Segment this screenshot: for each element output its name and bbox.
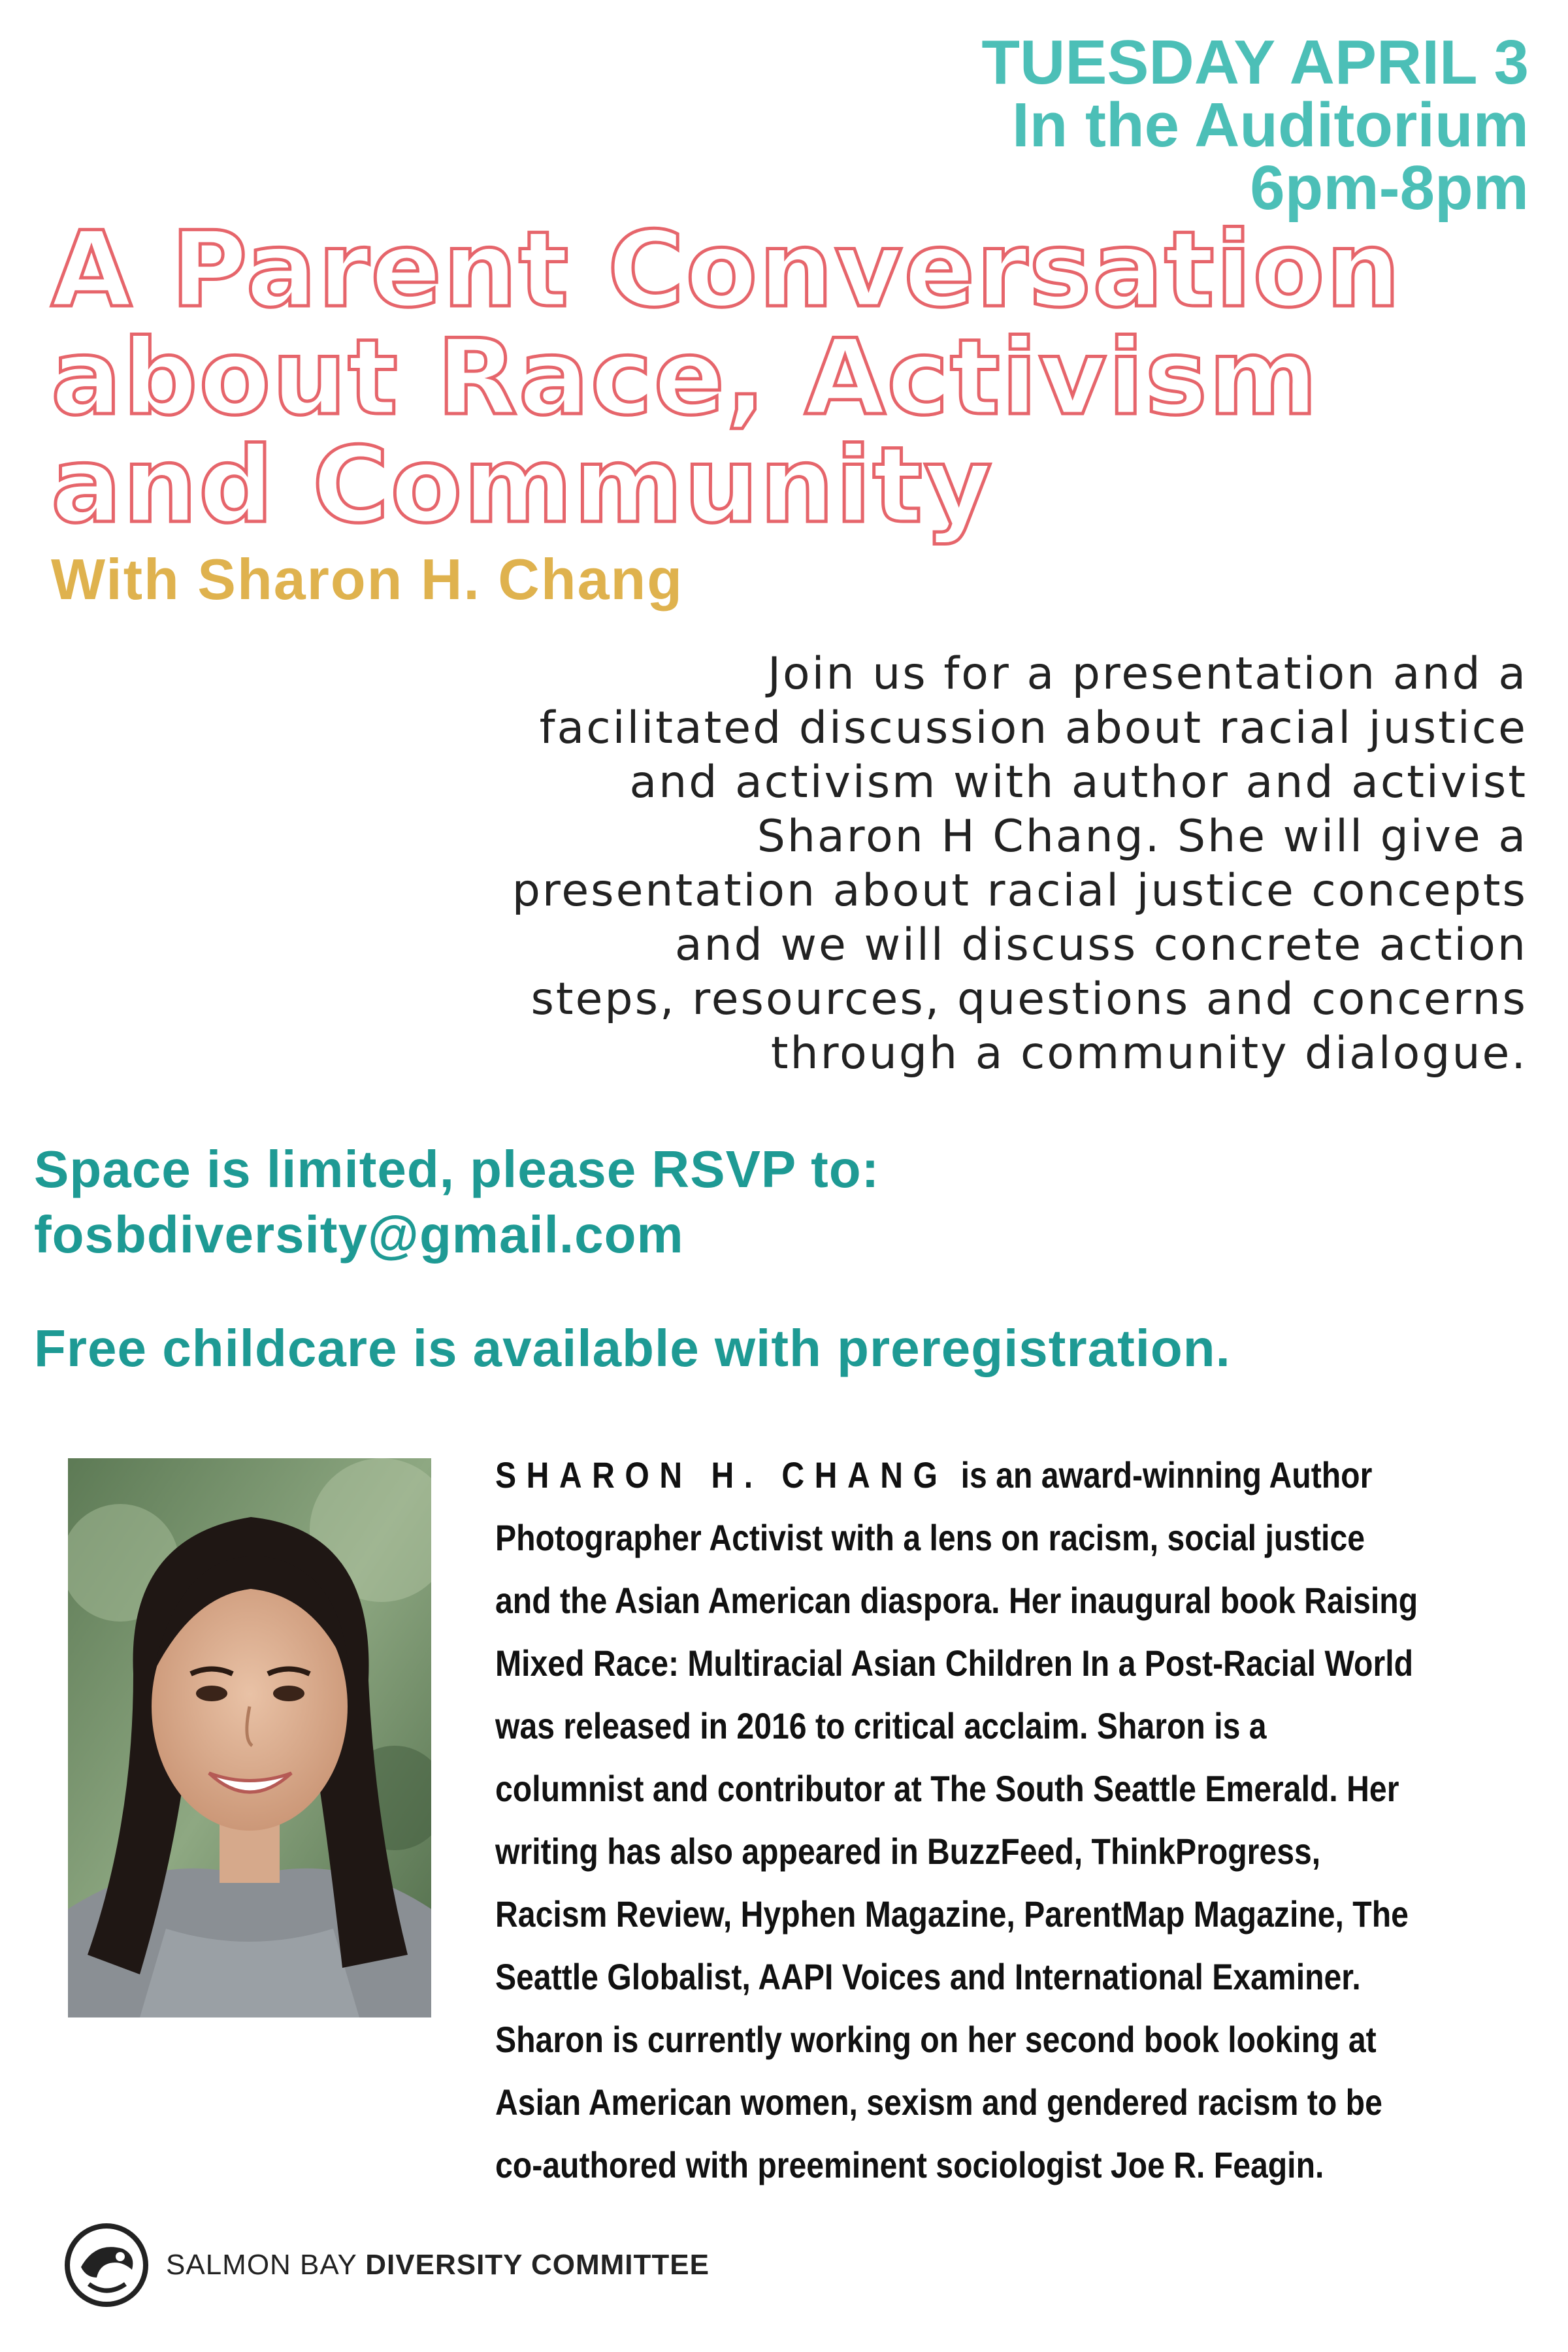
- bio-line: Photographer Activist with a lens on racism, social justice: [495, 1517, 1365, 1558]
- salmon-bay-logo-icon: [63, 2221, 150, 2309]
- bio-line: Racism Review, Hyphen Magazine, ParentMap Magazine, The: [495, 1893, 1409, 1935]
- bio-name: SHARON H. CHANG: [495, 1454, 948, 1495]
- bio-line: writing has also appeared in BuzzFeed, ThinkProgress,: [495, 1831, 1321, 1872]
- bio-line: columnist and contributor at The South Seattle Emerald. Her: [495, 1768, 1399, 1809]
- description-line: and activism with author and activist: [629, 757, 1527, 808]
- description-line: and we will discuss concrete action: [674, 919, 1527, 971]
- rsvp-label: Space is limited, please RSVP to:: [34, 1140, 880, 1198]
- bio-first-line-rest: is an award-winning Author: [960, 1454, 1373, 1495]
- description-line: Join us for a presentation and a: [767, 648, 1527, 700]
- footer-org-name: [166, 2249, 710, 2281]
- bio-line: Asian American women, sexism and gendered racism to be: [495, 2082, 1382, 2123]
- speaker-photo-illustration: [68, 1458, 431, 2017]
- speaker-subtitle: With Sharon H. Chang: [51, 547, 684, 612]
- speaker-photo: [68, 1458, 431, 2017]
- bio-line: Mixed Race: Multiracial Asian Children In a Post-Racial World: [495, 1642, 1413, 1684]
- rsvp-email[interactable]: fosbdiversity@gmail.com: [34, 1205, 684, 1264]
- footer: [63, 2221, 710, 2309]
- description-line: steps, resources, questions and concerns: [531, 973, 1527, 1025]
- event-title-line: and Community: [51, 424, 994, 546]
- bio-first-line: [495, 1444, 1394, 1507]
- event-title: [51, 208, 1402, 546]
- bio-line: Sharon is currently working on her second book looking at: [495, 2019, 1377, 2060]
- description-line: Sharon H Chang. She will give a: [757, 811, 1527, 862]
- bio-line: Seattle Globalist, AAPI Voices and International Examiner.: [495, 1956, 1361, 1997]
- description-line: through a community dialogue.: [770, 1028, 1527, 1079]
- event-location: In the Auditorium: [1011, 90, 1529, 160]
- description-line: facilitated discussion about racial justice: [539, 702, 1527, 754]
- rsvp-block: [34, 1137, 879, 1267]
- childcare-note: Free childcare is available with preregistration.: [34, 1319, 1231, 1377]
- event-info: [614, 27, 1529, 223]
- event-time: 6pm-8pm: [1250, 153, 1529, 223]
- event-title-line: about Race, Activism: [51, 316, 1319, 438]
- bio-line: and the Asian American diaspora. Her inaugural book Raising: [495, 1580, 1418, 1621]
- description-line: presentation about racial justice concepts: [512, 865, 1527, 917]
- bio-line: co-authored with preeminent sociologist Joe R. Feagin.: [495, 2144, 1324, 2185]
- event-date: TUESDAY APRIL 3: [981, 27, 1529, 97]
- event-description: [351, 647, 1527, 1081]
- footer-org-prefix: SALMON BAY: [166, 2249, 357, 2281]
- speaker-bio: [495, 1444, 1418, 2197]
- footer-org-strong: DIVERSITY COMMITTEE: [365, 2249, 710, 2281]
- bio-line: was released in 2016 to critical acclaim. Sharon is a: [495, 1705, 1267, 1746]
- event-title-line: A Parent Conversation: [51, 208, 1402, 331]
